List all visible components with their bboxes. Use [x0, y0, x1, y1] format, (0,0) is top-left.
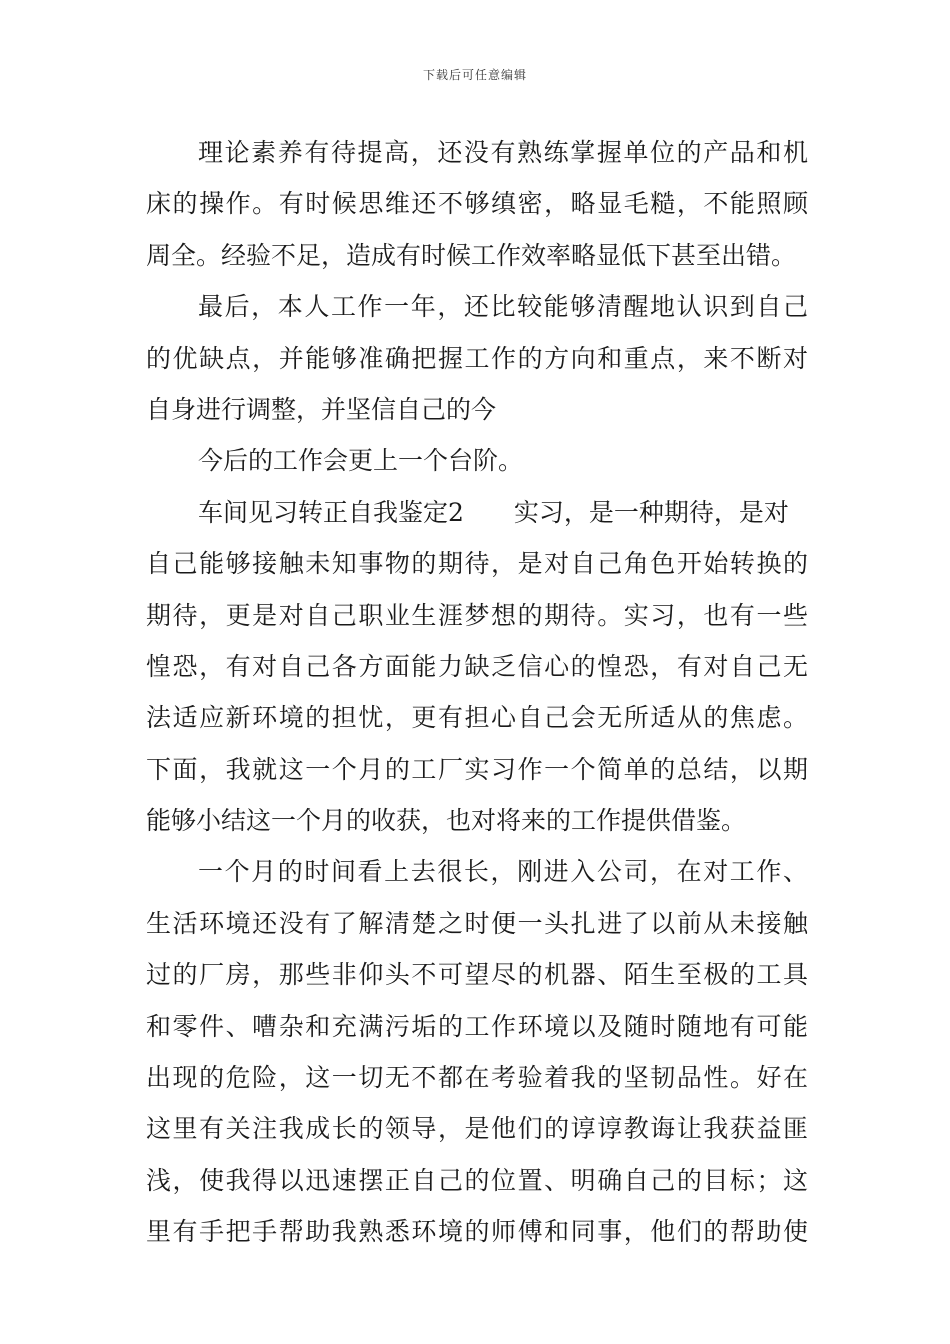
paragraph-line: 最后，本人工作一年，还比较能够清醒地认识到自己 [198, 292, 808, 322]
paragraph-line: 生活环境还没有了解清楚之时便一头扎进了以前从未接触 [146, 908, 808, 938]
paragraph-line: 过的厂房，那些非仰头不可望尽的机器、陌生至极的工具 [146, 960, 808, 990]
paragraph-line: 能够小结这一个月的收获，也对将来的工作提供借鉴。 [146, 806, 747, 836]
page-header-note: 下载后可任意编辑 [422, 68, 527, 82]
paragraph-line: 自己能够接触未知事物的期待，是对自己角色开始转换的 [146, 549, 808, 579]
paragraph-line: 惶恐，有对自己各方面能力缺乏信心的惶恐，有对自己无 [146, 651, 808, 681]
paragraph-line: 实习，是一种期待，是对 [513, 497, 789, 527]
paragraph-line: 出现的危险，这一切无不都在考验着我的坚韧品性。好在 [146, 1063, 808, 1093]
paragraph-line: 和零件、嘈杂和充满污垢的工作环境以及随时随地有可能 [146, 1011, 808, 1041]
paragraph-line: 床的操作。有时候思维还不够缜密，略显毛糙，不能照顾 [146, 189, 808, 219]
paragraph-line: 自身进行调整，并坚信自己的今 [146, 394, 497, 424]
paragraph-line: 浅，使我得以迅速摆正自己的位置、明确自己的目标；这 [146, 1165, 808, 1195]
paragraph-line: 的优缺点，并能够准确把握工作的方向和重点，来不断对 [146, 343, 808, 373]
paragraph-line: 里有手把手帮助我熟悉环境的师傅和同事，他们的帮助使 [146, 1217, 808, 1247]
paragraph-line: 一个月的时间看上去很长，刚进入公司，在对工作、 [198, 857, 808, 887]
paragraph-line: 期待，更是对自己职业生涯梦想的期待。实习，也有一些 [146, 600, 808, 630]
paragraph-line: 理论素养有待提高，还没有熟练掌握单位的产品和机 [198, 138, 808, 167]
paragraph-line: 这里有关注我成长的领导，是他们的谆谆教诲让我获益匪 [146, 1114, 808, 1144]
document-body [146, 127, 808, 1258]
paragraph-line: 今后的工作会更上一个台阶。 [198, 446, 524, 476]
paragraph-line: 周全。经验不足，造成有时候工作效率略显低下甚至出错。 [146, 240, 797, 270]
paragraph-line: 法适应新环境的担忧，更有担心自己会无所适从的焦虑。 [146, 703, 808, 733]
paragraph-line: 下面，我就这一个月的工厂实习作一个简单的总结，以期 [146, 754, 808, 784]
section-title-line [146, 487, 808, 538]
section-title: 车间见习转正自我鉴定2 [198, 497, 464, 527]
